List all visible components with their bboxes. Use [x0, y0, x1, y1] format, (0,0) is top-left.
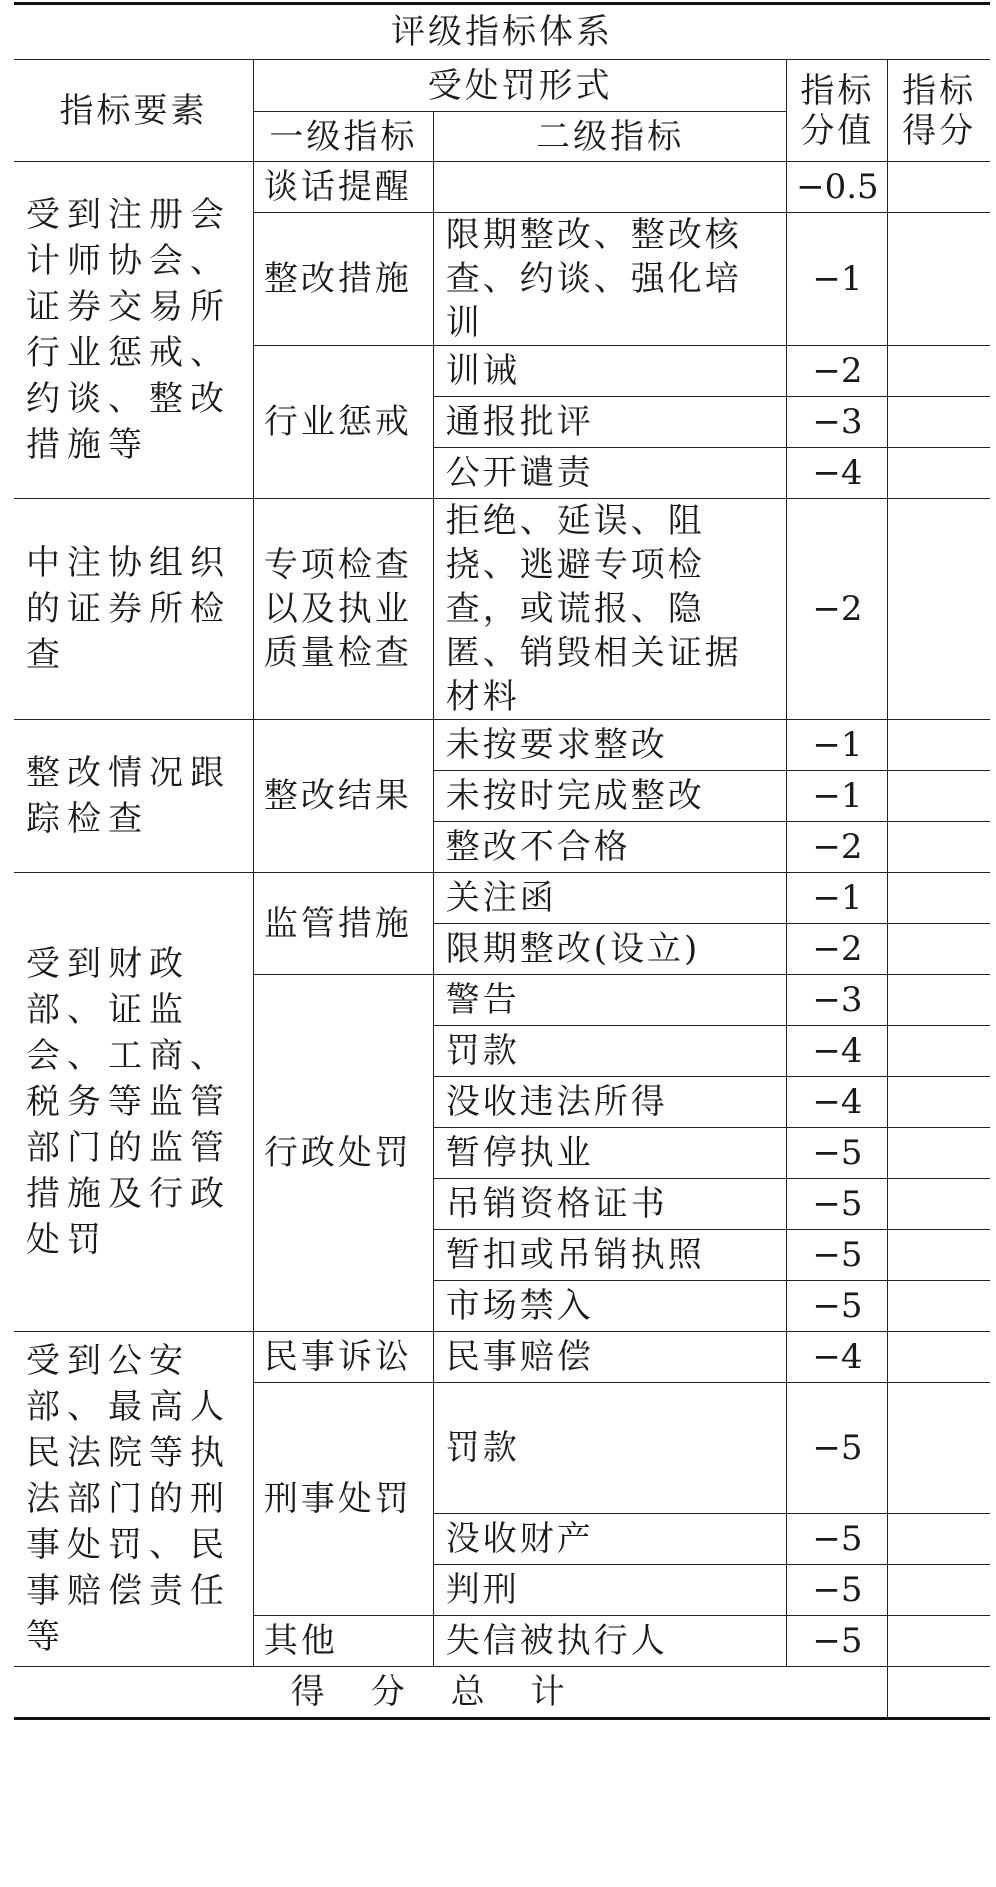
score-got-cell	[888, 499, 990, 720]
score-value-cell: −1	[787, 771, 888, 822]
title-row	[14, 4, 990, 60]
level2-cell: 民事赔偿	[433, 1332, 787, 1383]
score-got-cell	[888, 873, 990, 924]
score-got-cell	[888, 1128, 990, 1179]
header-level2: 二级指标	[433, 112, 787, 162]
score-value-cell: −5	[787, 1281, 888, 1332]
header-penalty-form: 受处罚形式	[253, 60, 787, 112]
score-got-cell	[888, 924, 990, 975]
score-got-cell	[888, 1332, 990, 1383]
table-row	[14, 1332, 990, 1383]
score-got-cell	[888, 162, 990, 213]
level2-cell: 判刑	[433, 1565, 787, 1616]
element-cell: 整改情况跟踪检查	[14, 720, 253, 873]
level2-cell	[433, 162, 787, 213]
score-got-cell	[888, 975, 990, 1026]
score-got-cell	[888, 1565, 990, 1616]
score-value-cell: −0.5	[787, 162, 888, 213]
score-got-cell	[888, 448, 990, 499]
level2-cell: 未按时完成整改	[433, 771, 787, 822]
level1-cell: 其他	[253, 1616, 433, 1667]
score-got-cell	[888, 1514, 990, 1565]
score-value-cell: −1	[787, 213, 888, 346]
table-row	[14, 720, 990, 771]
score-got-cell	[888, 720, 990, 771]
total-score-cell	[888, 1667, 990, 1719]
rating-table-container	[14, 2, 990, 1720]
element-cell: 受到注册会计师协会、证券交易所行业惩戒、约谈、整改措施等	[14, 162, 253, 499]
level2-cell: 未按要求整改	[433, 720, 787, 771]
score-value-cell: −5	[787, 1230, 888, 1281]
table-row	[14, 873, 990, 924]
total-label: 得分总计	[14, 1667, 888, 1719]
level1-cell: 刑事处罚	[253, 1383, 433, 1616]
score-value-cell: −5	[787, 1565, 888, 1616]
score-got-cell	[888, 1179, 990, 1230]
score-value-cell: −2	[787, 822, 888, 873]
level2-cell: 警告	[433, 975, 787, 1026]
score-value-cell: −4	[787, 1026, 888, 1077]
header-element: 指标要素	[14, 60, 253, 162]
score-value-cell: −1	[787, 873, 888, 924]
level2-cell: 吊销资格证书	[433, 1179, 787, 1230]
score-value-cell: −5	[787, 1128, 888, 1179]
score-value-cell: −5	[787, 1616, 888, 1667]
score-value-cell: −2	[787, 346, 888, 397]
level2-cell: 训诫	[433, 346, 787, 397]
header-row-1	[14, 60, 990, 112]
score-value-cell: −3	[787, 975, 888, 1026]
table-row	[14, 162, 990, 213]
level1-cell: 行政处罚	[253, 975, 433, 1332]
score-value-cell: −2	[787, 924, 888, 975]
level1-cell: 行业惩戒	[253, 346, 433, 499]
level2-cell: 罚款	[433, 1383, 787, 1514]
level1-cell: 专项检查以及执业质量检查	[253, 499, 433, 720]
score-value-cell: −5	[787, 1179, 888, 1230]
table-row	[14, 499, 990, 720]
level2-cell: 限期整改(设立)	[433, 924, 787, 975]
level1-cell: 监管措施	[253, 873, 433, 975]
score-value-cell: −1	[787, 720, 888, 771]
level1-cell: 谈话提醒	[253, 162, 433, 213]
table-title: 评级指标体系	[14, 4, 990, 60]
level2-cell: 关注函	[433, 873, 787, 924]
rating-index-table	[14, 2, 990, 1720]
level2-cell: 整改不合格	[433, 822, 787, 873]
score-got-cell	[888, 1077, 990, 1128]
header-score-got: 指标得分	[888, 60, 990, 162]
score-got-cell	[888, 1616, 990, 1667]
score-value-cell: −3	[787, 397, 888, 448]
score-value-cell: −4	[787, 1332, 888, 1383]
score-got-cell	[888, 771, 990, 822]
level2-cell: 拒绝、延误、阻挠、逃避专项检查，或谎报、隐匿、销毁相关证据材料	[433, 499, 787, 720]
header-score-value: 指标分值	[787, 60, 888, 162]
level1-cell: 民事诉讼	[253, 1332, 433, 1383]
element-cell: 受到公安部、最高人民法院等执法部门的刑事处罚、民事赔偿责任等	[14, 1332, 253, 1667]
score-value-cell: −5	[787, 1383, 888, 1514]
score-got-cell	[888, 213, 990, 346]
element-cell: 中注协组织的证券所检查	[14, 499, 253, 720]
score-got-cell	[888, 1230, 990, 1281]
element-cell: 受到财政部、证监会、工商、税务等监管部门的监管措施及行政处罚	[14, 873, 253, 1332]
total-row	[14, 1667, 990, 1719]
level1-cell: 整改结果	[253, 720, 433, 873]
level2-cell: 暂扣或吊销执照	[433, 1230, 787, 1281]
level2-cell: 没收财产	[433, 1514, 787, 1565]
score-got-cell	[888, 1383, 990, 1514]
score-got-cell	[888, 397, 990, 448]
level2-cell: 罚款	[433, 1026, 787, 1077]
score-value-cell: −2	[787, 499, 888, 720]
level1-cell: 整改措施	[253, 213, 433, 346]
level2-cell: 限期整改、整改核查、约谈、强化培训	[433, 213, 787, 346]
score-value-cell: −5	[787, 1514, 888, 1565]
level2-cell: 公开谴责	[433, 448, 787, 499]
score-value-cell: −4	[787, 1077, 888, 1128]
score-got-cell	[888, 346, 990, 397]
level2-cell: 没收违法所得	[433, 1077, 787, 1128]
score-got-cell	[888, 1281, 990, 1332]
score-value-cell: −4	[787, 448, 888, 499]
score-got-cell	[888, 822, 990, 873]
level2-cell: 暂停执业	[433, 1128, 787, 1179]
level2-cell: 失信被执行人	[433, 1616, 787, 1667]
header-level1: 一级指标	[253, 112, 433, 162]
score-got-cell	[888, 1026, 990, 1077]
level2-cell: 市场禁入	[433, 1281, 787, 1332]
level2-cell: 通报批评	[433, 397, 787, 448]
